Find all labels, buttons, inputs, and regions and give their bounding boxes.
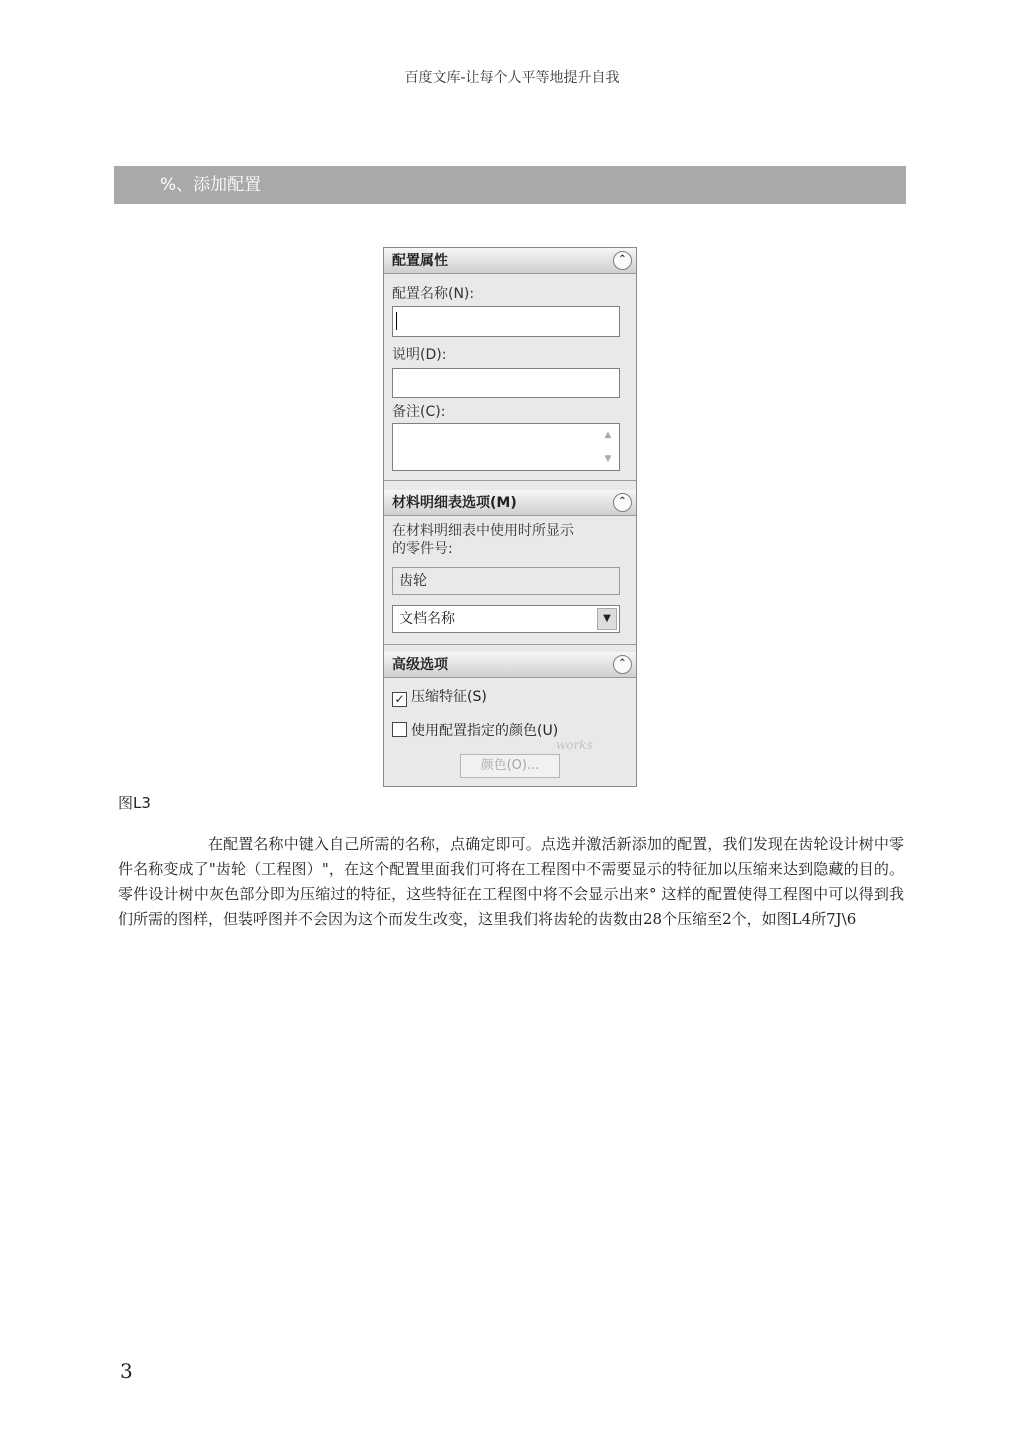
bom-options-header[interactable] xyxy=(384,490,636,516)
collapse-icon[interactable]: ⌃ xyxy=(613,493,632,512)
part-number-source-select[interactable] xyxy=(392,605,620,633)
notes-label: 备注(C): xyxy=(392,404,446,420)
bom-info-text: 在材料明细表中使用时所显示的零件号: xyxy=(392,523,574,557)
page-header: 百度文库-让每个人平等地提升自我 xyxy=(404,70,620,86)
description-input[interactable] xyxy=(392,368,620,398)
scroll-up-icon[interactable]: ▲ xyxy=(604,430,612,440)
select-value: 文档名称 xyxy=(399,611,455,627)
config-name-label: 配置名称(N): xyxy=(392,286,475,302)
configuration-property-panel xyxy=(383,247,637,787)
use-config-color-checkbox[interactable] xyxy=(392,722,407,737)
page-number: 3 xyxy=(120,1359,133,1383)
collapse-icon[interactable]: ⌃ xyxy=(613,655,632,674)
description-label: 说明(D): xyxy=(392,347,447,363)
advanced-options-header[interactable] xyxy=(384,652,636,678)
body-paragraph: 在配置名称中键入自己所需的名称，点确定即可。点选并激活新添加的配置，我们发现在齿轮设计树中零件名称变成了"齿轮（工程图）"，在这个配置里面我们可将在工程图中不需要显示的特征加以压缩来达到隐藏的目的。零件设计树中灰色部分即为压缩过的特征，这些特征在工程图中将不会显示出来° 这样的配置使得工程图中可以得到我们所需的图样，但装呼图并不会因为这个而发生改变，这里我们将齿轮的齿数由28个压缩至2个，如图L4所7J\6 xyxy=(118,835,904,928)
bom-options-title: 材料明细表选项(M) xyxy=(392,495,517,511)
config-properties-group xyxy=(384,248,636,481)
chevron-down-icon[interactable]: ▼ xyxy=(597,608,617,630)
collapse-icon[interactable]: ⌃ xyxy=(613,251,632,270)
advanced-options-group xyxy=(384,652,636,786)
scroll-down-icon[interactable]: ▼ xyxy=(604,454,612,464)
config-properties-header[interactable] xyxy=(384,248,636,274)
suppress-features-option[interactable] xyxy=(392,686,487,707)
suppress-features-label: 压缩特征(S) xyxy=(411,689,487,705)
section-heading: %、添加配置 xyxy=(114,166,906,204)
figure-caption: 图L3 xyxy=(118,794,151,812)
use-config-color-label: 使用配置指定的颜色(U) xyxy=(411,723,559,739)
solidworks-logo: works xyxy=(556,738,593,752)
text-cursor xyxy=(396,312,397,330)
color-button[interactable]: 颜色(O)... xyxy=(460,754,560,778)
config-properties-title: 配置属性 xyxy=(392,253,448,269)
use-config-color-option[interactable] xyxy=(392,720,558,740)
bom-options-group xyxy=(384,490,636,645)
part-number-field: 齿轮 xyxy=(392,567,620,595)
advanced-options-title: 高级选项 xyxy=(392,657,448,673)
config-name-input[interactable] xyxy=(392,306,620,337)
suppress-features-checkbox[interactable]: ✓ xyxy=(392,692,407,707)
notes-textarea[interactable] xyxy=(392,423,620,471)
